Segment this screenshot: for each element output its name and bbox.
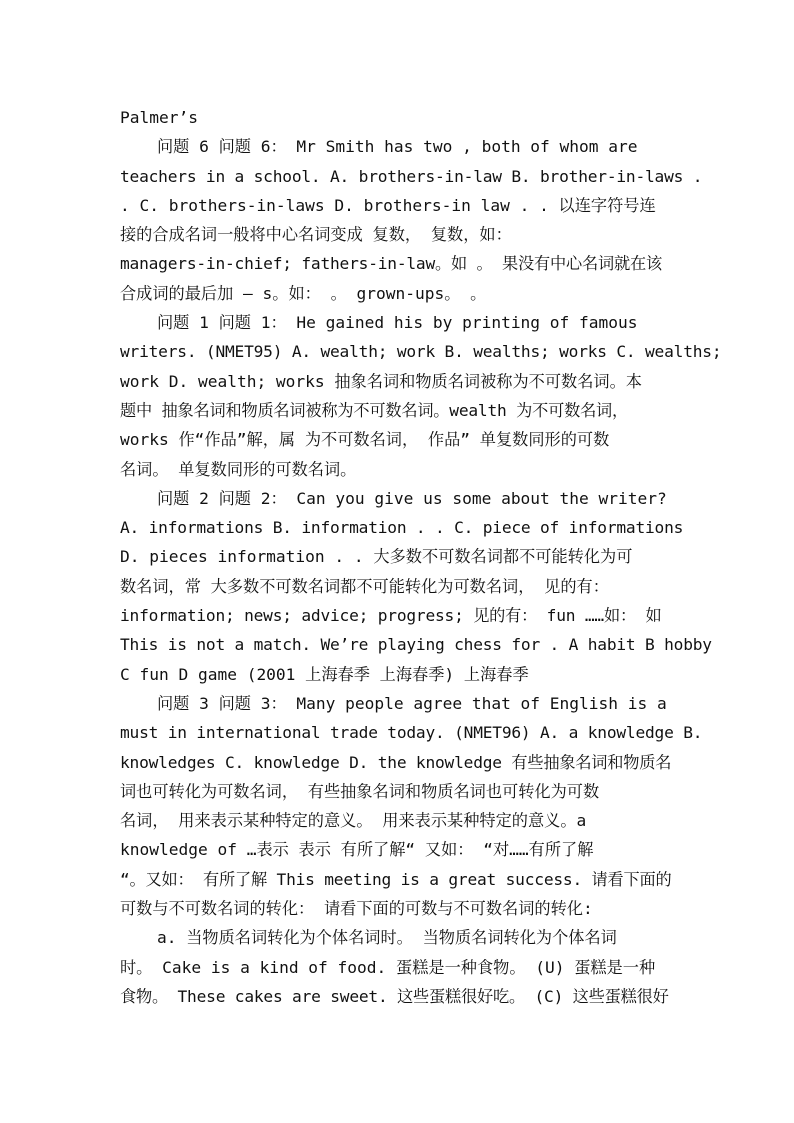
- text-line: knowledges C. knowledge D. the knowledge 有些抽象名词和物质名: [120, 752, 672, 772]
- text-line: A. informations B. information . . C. piece of informations: [120, 518, 684, 538]
- text-line: must in international trade today. (NMET96) A. a knowledge B.: [120, 723, 703, 743]
- text-line: 词也可转化为可数名词， 有些抽象名词和物质名词也可转化为可数: [120, 781, 600, 801]
- question-6-heading: 问题 6 问题 6： Mr Smith has two , both of whom are: [157, 137, 638, 157]
- text-line: 时。 Cake is a kind of food. 蛋糕是一种食物。 (U) 蛋糕是一种: [120, 957, 656, 977]
- question-1-heading: 问题 1 问题 1： He gained his by printing of famous: [157, 313, 638, 333]
- question-3-heading: 问题 3 问题 3： Many people agree that of English is a: [157, 693, 667, 713]
- text-line: teachers in a school. A. brothers-in-law B. brother-in-laws .: [120, 166, 703, 186]
- text-line: knowledge of …表示 表示 有所了解“ 又如： “对……有所了解: [120, 840, 594, 860]
- subpoint-a: a. 当物质名词转化为个体名词时。 当物质名词转化为个体名词: [157, 928, 617, 948]
- text-line: managers-in-chief; fathers-in-law。如 。 果没有中心名词就在该: [120, 254, 662, 274]
- text-line: 食物。 These cakes are sweet. 这些蛋糕很好吃。 (C) 这些蛋糕很好: [120, 986, 669, 1006]
- text-line: 名词， 用来表示某种特定的意义。 用来表示某种特定的意义。a: [120, 811, 587, 831]
- text-line: 可数与不可数名词的转化： 请看下面的可数与不可数名词的转化:: [120, 899, 593, 919]
- text-line: . C. brothers-in-laws D. brothers-in law . . 以连字符号连: [120, 195, 656, 215]
- text-line: This is not a match. We’re playing chess for . A habit B hobby: [120, 635, 712, 655]
- text-line: work D. wealth; works 抽象名词和物质名词被称为不可数名词。本: [120, 371, 642, 391]
- text-line: 名词。 单复数同形的可数名词。: [120, 459, 357, 479]
- text-line: information; news; advice; progress; 见的有： fun ……如： 如: [120, 606, 662, 626]
- text-line: D. pieces information . . 大多数不可数名词都不可能转化为可: [120, 547, 633, 567]
- text-line: 接的合成名词一般将中心名词变成 复数， 复数，如：: [120, 225, 512, 245]
- text-line: writers. (NMET95) A. wealth; work B. wealths; works C. wealths;: [120, 342, 722, 362]
- text-line: “。又如： 有所了解 This meeting is a great success. 请看下面的: [120, 869, 672, 889]
- text-line: C fun D game (2001 上海春季 上海春季) 上海春季: [120, 664, 529, 684]
- text-line: Palmer’s: [120, 108, 198, 127]
- text-line: 合成词的最后加 – s。如： 。 grown-ups。 。: [120, 283, 487, 303]
- text-line: 数名词，常 大多数不可数名词都不可能转化为可数名词， 见的有：: [120, 576, 609, 596]
- text-line: 题中 抽象名词和物质名词被称为不可数名词。wealth 为不可数名词，: [120, 400, 629, 420]
- document-body: [120, 103, 722, 1011]
- question-2-heading: 问题 2 问题 2： Can you give us some about the writer?: [157, 488, 667, 508]
- text-line: works 作“作品”解，属 为不可数名词， 作品” 单复数同形的可数: [120, 430, 610, 450]
